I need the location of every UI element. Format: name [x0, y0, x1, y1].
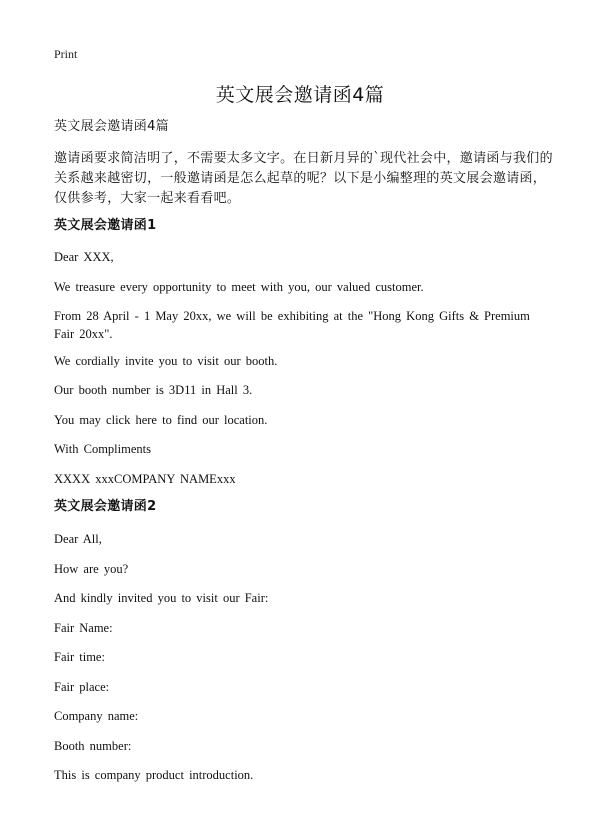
page-title: 英文展会邀请函4篇 — [215, 84, 385, 106]
letter-line: And kindly invited you to visit our Fair: — [54, 591, 269, 605]
letter-line: Booth number: — [54, 739, 132, 753]
letter-line: You may click here to find our location. — [54, 413, 268, 427]
letter-line: Our booth number is 3D11 in Hall 3. — [54, 383, 253, 397]
intro-paragraph: 邀请函要求简洁明了，不需要太多文字。在日新月异的`现代社会中，邀请函与我们的关系越来越密切，一般邀请函是怎么起草的呢？以下是小编整理的英文展会邀请函，仅供参考，大家一起来看看吧。 — [54, 151, 553, 206]
letter-line: Company name: — [54, 709, 139, 723]
subtitle: 英文展会邀请函4篇 — [54, 119, 169, 134]
letter-line: With Compliments — [54, 442, 151, 456]
letter-line: Fair place: — [54, 680, 110, 694]
letter-line: From 28 April - 1 May 20xx, we will be exhibiting at the "Hong Kong Gifts & Premium Fair 20xx". — [54, 309, 530, 341]
letter-line: Dear XXX, — [54, 250, 114, 264]
letter-line: This is company product introduction. — [54, 768, 254, 782]
letter-line: We treasure every opportunity to meet with you, our valued customer. — [54, 280, 424, 294]
section-heading-1: 英文展会邀请函1 — [54, 218, 157, 233]
letter-line: XXXX xxxCOMPANY NAMExxx — [54, 472, 236, 486]
section-heading-2: 英文展会邀请函2 — [54, 499, 157, 514]
letter-line: Dear All, — [54, 532, 102, 546]
print-link[interactable]: Print — [54, 47, 78, 61]
letter-line: Fair Name: — [54, 621, 113, 635]
letter-line: We cordially invite you to visit our booth. — [54, 354, 278, 368]
letter-line: Fair time: — [54, 650, 105, 664]
letter-line: How are you? — [54, 562, 129, 576]
